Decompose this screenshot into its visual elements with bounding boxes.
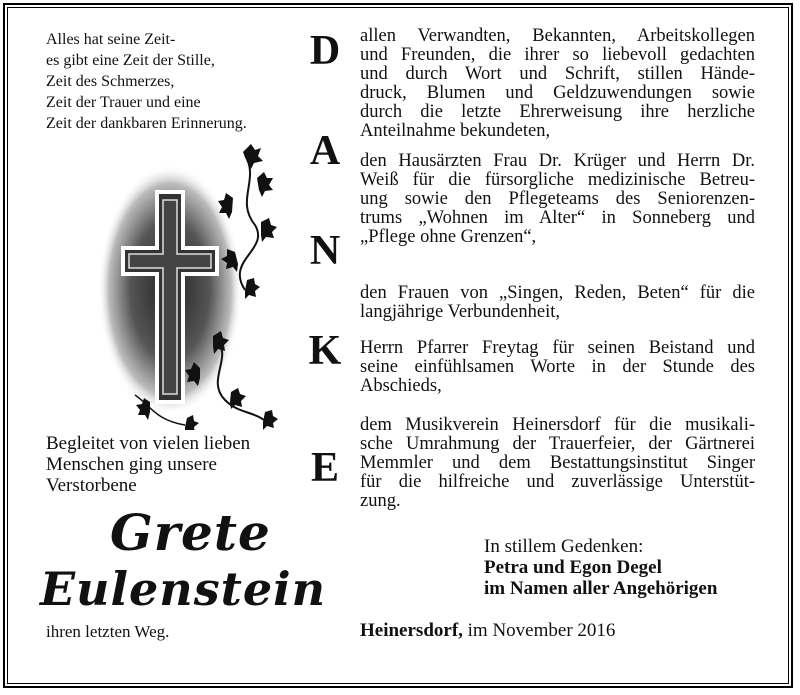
thanks-line: sche Umrahmung der Trauerfeier, der Gärtnerei: [360, 434, 755, 454]
poem-line: Zeit der dankbaren Erinnerung.: [46, 115, 247, 132]
thanks-line: zung.: [360, 491, 401, 511]
thanks-line: den Hausärzten Frau Dr. Krüger und Herrn Dr.: [360, 151, 755, 171]
thanks-line: allen Verwandten, Bekannten, Arbeitskollegen: [360, 26, 755, 46]
thanks-paragraph: [360, 416, 755, 511]
place-date: [360, 620, 615, 642]
thanks-line: seine einfühlsamen Worte in der Stunde des: [360, 357, 755, 377]
signature-names: Petra und Egon Degel: [484, 557, 662, 578]
danke-letter: E: [310, 445, 339, 491]
danke-letter: K: [308, 328, 342, 374]
poem: [46, 29, 296, 134]
signature-block: [484, 536, 717, 599]
thanks-line: und Freunden, die ihrer so liebevoll gedachten: [360, 45, 755, 65]
thanks-paragraph: [360, 284, 755, 322]
thanks-line: trums „Wohnen im Alter“ in Sonneberg und: [360, 208, 755, 228]
signature-intro: In stillem Gedenken:: [484, 536, 644, 557]
signature-family: im Namen aller Angehörigen: [484, 578, 718, 599]
thanks-line: Weiß für die fürsorgliche medizinische Betreu-: [360, 170, 755, 190]
thanks-line: durch die letzte Ehrerweisung ihre herzliche: [360, 102, 755, 122]
thanks-line: Anteilnahme bekundeten,: [360, 121, 551, 141]
danke-letter: D: [309, 28, 341, 74]
danke-letter: N: [309, 228, 341, 274]
companion-text: [46, 433, 306, 496]
poem-line: Alles hat seine Zeit-: [46, 31, 176, 48]
thanks-line: Herrn Pfarrer Freytag für seinen Beistand und: [360, 338, 755, 358]
thanks-paragraph: [360, 27, 755, 141]
place-date-text: im November 2016: [467, 620, 616, 641]
danke-letter: A: [309, 128, 341, 174]
cross-illustration: [95, 140, 295, 430]
thanks-line: langjährige Verbundenheit,: [360, 302, 561, 322]
thanks-line: für die hilfreiche und zuverlässige Unterstüt-: [360, 472, 755, 492]
thanks-paragraph: [360, 152, 755, 247]
companion-line: Verstorbene: [46, 475, 137, 496]
place-town: Heinersdorf,: [360, 620, 463, 641]
thanks-line: ung sowie den Pflegeteams des Seniorenzen-: [360, 189, 755, 209]
thanks-line: den Frauen von „Singen, Reden, Beten“ für die: [360, 283, 755, 303]
last-way-text: ihren letzten Weg.: [46, 622, 170, 641]
poem-line: Zeit der Trauer und eine: [46, 94, 201, 111]
thanks-line: druck, Blumen und Geldzuwendungen sowie: [360, 83, 755, 103]
thanks-line: Memmler und dem Bestattungsinstitut Singer: [360, 453, 755, 473]
thanks-line: „Pflege ohne Grenzen“,: [360, 227, 537, 247]
poem-line: es gibt eine Zeit der Stille,: [46, 52, 215, 69]
thanks-line: und durch Wort und Schrift, stillen Hände-: [360, 64, 755, 84]
deceased-last-name: Eulenstein: [40, 562, 327, 616]
thanks-paragraph: [360, 339, 755, 396]
thanks-line: dem Musikverein Heinersdorf für die musikali-: [360, 415, 755, 435]
deceased-first-name: Grete: [110, 503, 271, 562]
cross-with-ivy-icon: [95, 140, 295, 430]
poem-line: Zeit des Schmerzes,: [46, 73, 175, 90]
thanks-line: Abschieds,: [360, 376, 442, 396]
companion-line: Begleitet von vielen lieben: [46, 433, 251, 454]
companion-line: Menschen ging unsere: [46, 454, 217, 475]
